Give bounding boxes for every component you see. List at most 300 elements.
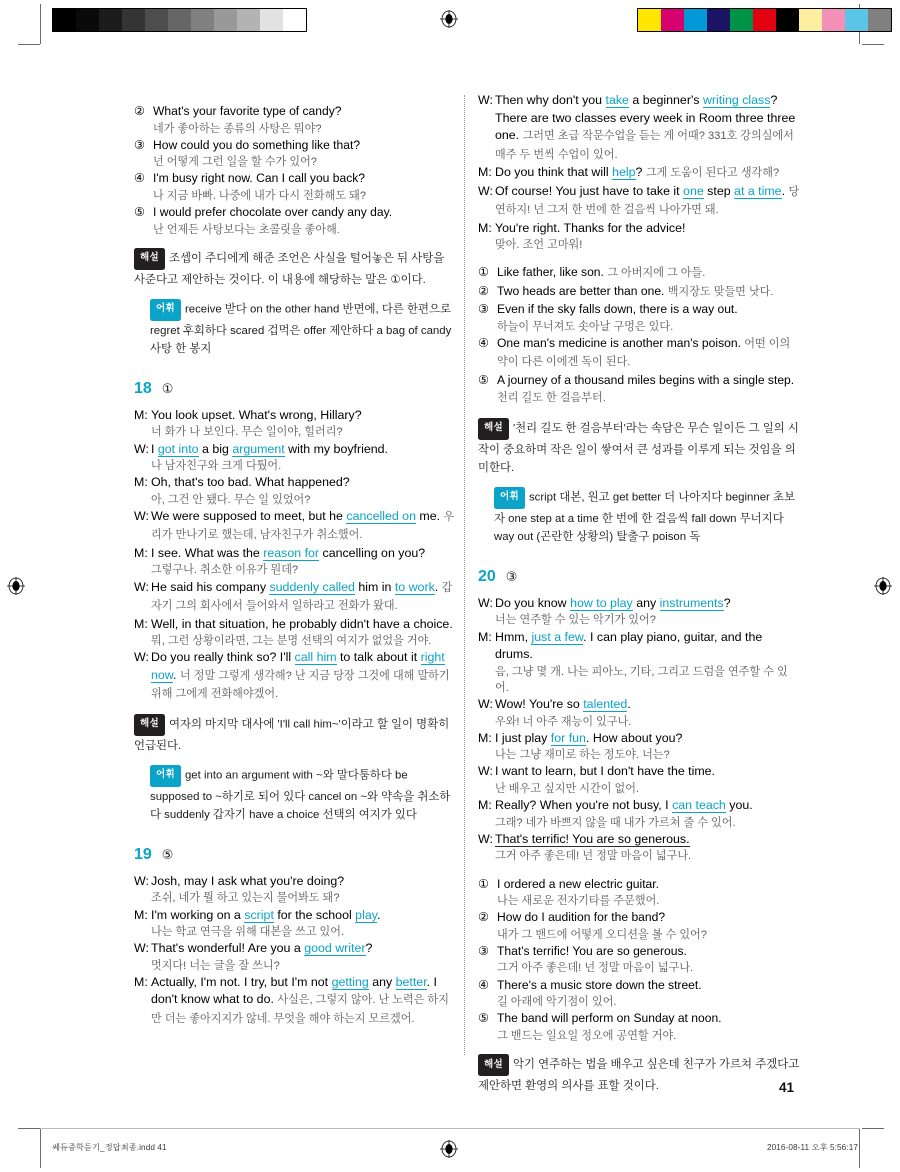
choice-number: ⑤ <box>478 1011 489 1026</box>
footer-filename: 쎄듀중학듣기_정답최종.indd 41 <box>52 1143 167 1152</box>
choice-number: ③ <box>478 302 489 317</box>
note-text: 악기 연주하는 법을 배우고 싶은데 친구가 가르쳐 주겠다고 제안하면 환영의 의사를 표할 것이다. <box>478 1058 800 1093</box>
choice-item <box>134 170 456 204</box>
question-answer: ③ <box>505 568 518 584</box>
highlighted-phrase: play <box>355 907 377 922</box>
script-text: with my boyfriend. <box>284 441 388 456</box>
script-text: Wow! You're so <box>495 697 584 712</box>
gray-swatch-6 <box>191 9 214 31</box>
utterance <box>151 474 456 508</box>
choice-item <box>478 943 800 977</box>
q18-solution <box>134 715 456 755</box>
korean-translation: 그러면 초급 작문수업을 듣는 게 어때? 331호 강의실에서 매주 두 번씩 수업이 있어. <box>495 130 794 161</box>
script-text: He said his company <box>151 579 270 594</box>
script-text: Hmm, <box>495 629 532 644</box>
answer-choices <box>478 876 800 1045</box>
choice-text <box>497 283 800 302</box>
choice-english: The band will perform on Sunday at noon. <box>497 1011 722 1026</box>
note-text: '천리 길도 한 걸음부터'라는 속담은 무슨 일이든 그 일의 시작이 중요하며 작은 일이 쌓여서 큰 성과를 이루게 되는 것임을 의미한다. <box>478 422 799 474</box>
choice-english: Two heads are better than one. <box>497 283 668 298</box>
korean-translation: 그게 도움이 된다고 생각해? <box>645 167 780 179</box>
highlighted-phrase: call him <box>294 650 337 665</box>
right-column <box>478 92 800 1095</box>
speaker-label: M: <box>134 974 148 989</box>
highlighted-phrase: argument <box>232 441 285 456</box>
answer-choices <box>134 103 456 238</box>
utterance <box>495 763 800 797</box>
choice-english: That's terrific! You are so generous. <box>497 943 687 958</box>
registration-mark-top <box>440 10 458 28</box>
script-text: I want to learn, but I don't have the time. <box>495 764 716 779</box>
registration-mark-right <box>874 577 892 595</box>
crop-mark-bottom-right-v <box>859 1128 860 1168</box>
script-text: ? <box>635 165 646 179</box>
script-text: any <box>368 974 396 989</box>
script-text: I'm working on a <box>151 907 245 922</box>
highlighted-phrase: cancelled on <box>346 508 416 523</box>
korean-translation: 너 정말 그렇게 생각해? 난 지금 당장 그것에 대해 말하기 위해 그에게 전화해야겠어. <box>151 669 450 701</box>
script-text: . I don't know what to do. <box>151 974 437 1007</box>
note-text: get into an argument with ~와 말다툼하다 be supposed to ~하기로 되어 있다 cancel on ~와 약속을 취소하다 suddenly 갑자기 have a choice 선택의 여지가 있다 <box>150 769 451 821</box>
footer-timestamp: 2016-08-11 오후 5:56:17 <box>766 1143 858 1152</box>
color-swatch-5 <box>753 9 776 31</box>
script-text: I <box>151 441 158 456</box>
speaker-label: W: <box>478 697 493 712</box>
script-text: I see. What was the <box>151 545 264 560</box>
script-text: to talk about it <box>336 650 421 665</box>
question-20-header <box>478 569 800 585</box>
choice-text <box>497 301 800 335</box>
choice-english: How could you do something like that? <box>153 137 361 152</box>
gray-swatch-3 <box>122 9 145 31</box>
crop-mark-top-left-h <box>18 44 40 45</box>
choice-english: I'm busy right now. Can I call you back? <box>153 171 366 186</box>
korean-translation: 난 언제든 사탕보다는 초콜릿을 좋아해. <box>153 223 340 236</box>
choice-english: Even if the sky falls down, there is a way out. <box>497 302 738 317</box>
choice-english: A journey of a thousand miles begins with a single step. <box>497 372 795 387</box>
choice-number: ② <box>478 910 489 925</box>
script-line <box>134 907 456 941</box>
highlighted-phrase: take <box>605 93 629 107</box>
korean-translation: 그렇구나. 취소한 이유가 뭔데? <box>151 564 299 577</box>
script-text: a beginner's <box>628 93 703 107</box>
highlighted-phrase: getting <box>331 974 369 989</box>
speaker-label: W: <box>478 764 493 779</box>
script-line <box>478 220 800 254</box>
footer-divider <box>40 1128 860 1129</box>
choice-item <box>134 204 456 238</box>
note-text: script 대본, 원고 get better 더 나아지다 beginner 초보자 one step at a time 한 번에 한 걸음씩 fall down 무너지다 way out (곤란한 상황의) 탈출구 poison 독 <box>494 491 795 543</box>
choice-text <box>153 103 456 137</box>
note-text: receive 받다 on the other hand 반면에, 다른 한편으로 regret 후회하다 scared 겁먹은 offer 제안하다 a bag of candy 사탕 한 봉지 <box>150 303 452 355</box>
script-line <box>478 763 800 797</box>
speaker-label: M: <box>134 907 148 922</box>
vocab-badge: 어휘 <box>494 487 525 509</box>
q19-solution <box>478 419 800 477</box>
note-text: 조셉이 주디에게 해준 조언은 사실을 털어놓은 뒤 사탕을 사준다고 제안하는 것이다. 이 내용에 해당하는 말은 ①이다. <box>134 252 445 286</box>
script-text: Really? When you're not busy, I <box>495 798 673 813</box>
script-text: That's wonderful! Are you a <box>151 941 305 956</box>
script-text: We were supposed to meet, but he <box>151 508 347 523</box>
color-swatch-1 <box>661 9 684 31</box>
utterance <box>495 595 800 629</box>
choice-number: ③ <box>478 943 489 958</box>
choice-item <box>134 137 456 171</box>
color-swatch-0 <box>638 9 661 31</box>
choice-english: I ordered a new electric guitar. <box>497 876 660 891</box>
korean-translation: 우와! 너 아주 재능이 있구나. <box>495 715 632 728</box>
script-text: a big <box>198 441 233 456</box>
script-text: cancelling on you? <box>319 545 426 560</box>
speaker-label: W: <box>134 941 149 956</box>
choice-item <box>478 335 800 372</box>
script-text: . How about you? <box>585 730 683 745</box>
korean-translation: 그 아버지에 그 아들. <box>607 267 706 280</box>
korean-translation: 멋지다! 너는 글을 잘 쓰니? <box>151 959 280 972</box>
column-divider <box>464 95 465 1055</box>
highlighted-phrase: better <box>395 974 427 989</box>
choice-number: ① <box>478 876 489 891</box>
choice-text <box>497 335 800 372</box>
speaker-label: M: <box>478 730 492 745</box>
script-line <box>134 441 456 475</box>
choice-number: ③ <box>134 137 145 152</box>
korean-translation: 당연하지! 넌 그저 한 번에 한 걸음씩 나아가면 돼. <box>495 185 800 216</box>
question-answer: ⑤ <box>161 846 174 862</box>
korean-translation: 나는 새로운 전자기타를 주문했어. <box>497 895 660 908</box>
script-text: ? <box>365 941 373 956</box>
speaker-label: W: <box>134 579 149 594</box>
dialogue-script <box>134 407 456 704</box>
q18-vocabulary <box>150 766 456 824</box>
choice-english: One man's medicine is another man's poison. <box>497 335 745 350</box>
crop-mark-bottom-left-v <box>40 1128 41 1168</box>
gray-swatch-1 <box>76 9 99 31</box>
script-line <box>134 974 456 1029</box>
highlighted-phrase: writing class <box>702 93 771 107</box>
highlighted-phrase: to work <box>394 579 435 594</box>
choice-text <box>153 204 456 238</box>
script-line <box>478 92 800 164</box>
highlighted-phrase: suddenly called <box>269 579 355 594</box>
question-number: 20 <box>478 567 496 585</box>
spacer <box>478 546 800 569</box>
korean-translation: 나 남자친구와 크게 다퉜어. <box>151 460 282 473</box>
choice-text <box>497 909 800 943</box>
choice-english: How do I audition for the band? <box>497 910 666 925</box>
utterance <box>495 696 800 730</box>
utterance <box>495 730 800 764</box>
highlighted-phrase: good writer <box>304 941 366 956</box>
script-text: Well, in that situation, he probably didn't have a choice. <box>151 616 453 631</box>
highlighted-phrase: help <box>612 165 636 179</box>
speaker-label: M: <box>478 798 492 813</box>
script-line <box>478 164 800 183</box>
korean-translation: 사실은, 그렇지 않아. 난 노력은 하지만 더는 좋아지지가 않네. 무엇을 해야 하는지 모르겠어. <box>151 994 449 1025</box>
script-text: Then why don't you <box>495 93 606 107</box>
choice-item <box>134 103 456 137</box>
q17-solution <box>134 249 456 289</box>
gray-swatch-0 <box>53 9 76 31</box>
korean-translation: 아, 그건 안 됐다. 무슨 일 있었어? <box>151 493 311 506</box>
choice-number: ④ <box>478 335 489 350</box>
korean-translation: 너는 연주할 수 있는 악기가 있어? <box>495 614 656 627</box>
script-text: Do you know <box>495 595 571 610</box>
script-line <box>134 474 456 508</box>
choice-text <box>497 264 800 283</box>
color-swatch-3 <box>707 9 730 31</box>
speaker-label: W: <box>478 595 493 610</box>
korean-translation: 나는 그냥 재미로 하는 정도야. 너는? <box>495 749 670 762</box>
gray-swatch-8 <box>237 9 260 31</box>
script-text: I just play <box>495 730 551 745</box>
choice-number: ① <box>478 265 489 280</box>
choice-number: ⑤ <box>134 205 145 220</box>
korean-translation: 길 아래에 악기점이 있어. <box>497 996 617 1009</box>
choice-number: ⑤ <box>478 372 489 387</box>
choice-english: I would prefer chocolate over candy any day. <box>153 205 393 220</box>
korean-translation: 넌 어떻게 그런 일을 할 수가 있어? <box>153 156 317 169</box>
script-text: . I can play piano, guitar, and the drums. <box>495 629 763 662</box>
choice-item <box>478 1010 800 1044</box>
gray-swatch-2 <box>99 9 122 31</box>
gray-swatch-9 <box>260 9 283 31</box>
korean-translation: 하늘이 무너져도 솟아날 구멍은 있다. <box>497 320 674 333</box>
utterance <box>151 616 456 650</box>
dialogue-script <box>478 92 800 253</box>
choice-number: ② <box>478 283 489 298</box>
korean-translation: 그거 아주 좋은데! 넌 정말 마음이 넓구나. <box>495 850 692 863</box>
crop-mark-bottom-right-h <box>862 1128 884 1129</box>
utterance <box>151 974 456 1029</box>
highlighted-phrase: for fun <box>550 730 586 745</box>
korean-translation: 나 지금 바빠. 나중에 내가 다시 전화해도 돼? <box>153 189 367 202</box>
choice-item <box>478 909 800 943</box>
vocab-badge: 어휘 <box>150 299 181 321</box>
choice-text <box>497 977 800 1011</box>
script-text: Do you really think so? I'll <box>151 650 295 665</box>
script-text: Josh, may I ask what you're doing? <box>151 873 345 888</box>
choice-text <box>497 876 800 910</box>
speaker-label: W: <box>478 831 493 846</box>
script-text: for the school <box>273 907 356 922</box>
spacer <box>134 824 456 847</box>
question-answer: ① <box>161 380 174 396</box>
speaker-label: W: <box>134 508 149 523</box>
choice-number: ④ <box>134 171 145 186</box>
choice-text <box>497 943 800 977</box>
color-swatch-8 <box>822 9 845 31</box>
underlined-answer: That's terrific! You are so generous. <box>495 831 690 846</box>
highlighted-phrase: instruments <box>659 595 724 610</box>
korean-translation: 너 화가 나 보인다. 무슨 일이야, 힐러리? <box>151 426 343 439</box>
script-text: . <box>173 667 180 682</box>
utterance <box>151 407 456 441</box>
gray-swatch-5 <box>168 9 191 31</box>
korean-translation: 맞아. 조언 고마워! <box>495 239 583 251</box>
script-line <box>478 831 800 865</box>
choice-number: ② <box>134 104 145 118</box>
script-text: Oh, that's too bad. What happened? <box>151 475 350 490</box>
registration-mark-bottom <box>440 1140 458 1158</box>
solution-badge: 해설 <box>134 248 165 270</box>
korean-translation: 어떤 이의 약이 다른 이에겐 독이 된다. <box>497 337 791 369</box>
color-swatch-2 <box>684 9 707 31</box>
choice-text <box>497 1010 800 1044</box>
highlighted-phrase: script <box>244 907 274 922</box>
question-number: 18 <box>134 379 152 397</box>
solution-badge: 해설 <box>478 1054 509 1076</box>
choice-english: There's a music store down the street. <box>497 977 702 992</box>
script-line <box>134 579 456 616</box>
korean-translation: 그래? 네가 바쁘지 않을 때 내가 가르쳐 줄 수 있어. <box>495 816 736 829</box>
color-swatch-10 <box>868 9 891 31</box>
script-text: you. <box>725 798 753 813</box>
choice-text <box>153 170 456 204</box>
script-text: ? There are two classes every week in Room three three one. <box>495 93 796 142</box>
question-18-header <box>134 381 456 397</box>
script-line <box>134 616 456 650</box>
script-text: Of course! You just have to take it <box>495 183 684 198</box>
utterance <box>151 940 456 974</box>
script-line <box>134 545 456 579</box>
choice-item <box>478 264 800 283</box>
registration-mark-left <box>7 577 25 595</box>
highlighted-phrase: talented <box>583 697 628 712</box>
vocab-badge: 어휘 <box>150 765 181 787</box>
script-line <box>478 183 800 220</box>
speaker-label: M: <box>134 475 148 490</box>
korean-translation: 난 배우고 싶지만 시간이 없어. <box>495 782 640 795</box>
script-line <box>478 730 800 764</box>
script-text: Do you think that will <box>495 165 613 179</box>
choice-number: ④ <box>478 977 489 992</box>
speaker-label: W: <box>134 650 149 665</box>
utterance <box>495 831 800 865</box>
utterance <box>151 579 456 616</box>
highlighted-phrase: just a few <box>531 629 584 644</box>
script-line <box>134 873 456 907</box>
script-text: me. <box>415 508 444 523</box>
utterance <box>151 545 456 579</box>
korean-translation: 갑자기 그의 회사에서 들어와서 일하라고 전화가 왔대. <box>151 581 453 613</box>
q19-vocabulary <box>494 488 800 546</box>
utterance <box>495 183 800 220</box>
utterance <box>495 220 800 254</box>
script-line <box>134 407 456 441</box>
script-line <box>134 649 456 704</box>
korean-translation: 천리 길도 한 걸음부터. <box>497 392 606 405</box>
grayscale-calibration-strip <box>52 8 307 32</box>
utterance <box>151 441 456 475</box>
speaker-label: W: <box>134 441 149 456</box>
script-text: . <box>781 183 789 198</box>
note-text: 여자의 마지막 대사에 'I'll call him~'이라고 할 일이 명확히 언급된다. <box>134 718 450 752</box>
q20-solution <box>478 1055 800 1095</box>
speaker-label: W: <box>134 873 149 888</box>
color-swatch-7 <box>799 9 822 31</box>
utterance <box>151 873 456 907</box>
utterance <box>495 92 800 164</box>
script-text: Actually, I'm not. I try, but I'm not <box>151 974 332 989</box>
utterance <box>151 907 456 941</box>
solution-badge: 해설 <box>478 418 509 440</box>
korean-translation: 나는 학교 연극을 위해 대본을 쓰고 있어. <box>151 926 345 939</box>
highlighted-phrase: one <box>683 183 704 198</box>
script-text: You're right. Thanks for the advice! <box>495 220 686 235</box>
spacer <box>134 358 456 381</box>
answer-choices <box>478 264 800 408</box>
speaker-label: M: <box>134 616 148 631</box>
korean-translation: 내가 그 밴드에 어떻게 오디션을 볼 수 있어? <box>497 928 707 941</box>
korean-translation: 조쉬, 네가 뭘 하고 있는지 물어봐도 돼? <box>151 892 340 905</box>
dialogue-script <box>478 595 800 865</box>
korean-translation: 그거 아주 좋은데! 넌 정말 마음이 넓구나. <box>497 962 694 975</box>
utterance <box>495 164 800 183</box>
speaker-label: W: <box>478 93 493 107</box>
choice-item <box>478 372 800 408</box>
korean-translation: 뭐, 그런 상황이라면, 그는 분명 선택의 여지가 없었을 거야. <box>151 635 432 648</box>
script-text: . <box>376 907 381 922</box>
speaker-label: W: <box>478 183 493 198</box>
utterance <box>495 797 800 831</box>
script-text: You look upset. What's wrong, Hillary? <box>151 407 362 422</box>
choice-item <box>478 876 800 910</box>
script-line <box>478 629 800 696</box>
script-line <box>134 508 456 545</box>
choice-english: Like father, like son. <box>497 265 608 280</box>
left-column <box>134 92 456 1032</box>
korean-translation: 우리가 만나기로 했는데, 남자친구가 취소했어. <box>151 510 455 542</box>
solution-badge: 해설 <box>134 714 165 736</box>
choice-item <box>478 301 800 335</box>
script-text: . <box>627 697 631 712</box>
choice-item <box>478 283 800 302</box>
speaker-label: M: <box>134 545 148 560</box>
highlighted-phrase: how to play <box>570 595 633 610</box>
dialogue-script <box>134 873 456 1029</box>
speaker-label: M: <box>134 407 148 422</box>
korean-translation: 음, 그냥 몇 개. 나는 피아노, 기타, 그리고 드럼을 연주할 수 있어. <box>495 665 788 694</box>
speaker-label: M: <box>478 165 492 179</box>
speaker-label: M: <box>478 220 492 235</box>
script-line <box>478 696 800 730</box>
gray-swatch-10 <box>283 9 306 31</box>
choice-text <box>497 372 800 408</box>
highlighted-phrase: got into <box>157 441 199 456</box>
crop-mark-top-left-v <box>40 4 41 44</box>
script-line <box>478 595 800 629</box>
highlighted-phrase: reason for <box>263 545 320 560</box>
choice-item <box>478 977 800 1011</box>
gray-swatch-7 <box>214 9 237 31</box>
korean-translation: 그 밴드는 일요일 정오에 공연할 거야. <box>497 1029 677 1042</box>
utterance <box>151 649 456 704</box>
korean-translation: 백지장도 맞들면 낫다. <box>667 285 774 298</box>
highlighted-phrase: at a time <box>734 183 782 198</box>
script-text: step <box>703 183 735 198</box>
highlighted-phrase: right now <box>151 650 445 682</box>
color-calibration-strip <box>637 8 892 32</box>
utterance <box>151 508 456 545</box>
script-text: ? <box>723 595 731 610</box>
question-number: 19 <box>134 845 152 863</box>
script-line <box>134 940 456 974</box>
crop-mark-top-right-h <box>862 44 884 45</box>
choice-english: What's your favorite type of candy? <box>153 104 342 118</box>
page-number: 41 <box>778 1080 794 1095</box>
script-text: . <box>434 579 442 594</box>
